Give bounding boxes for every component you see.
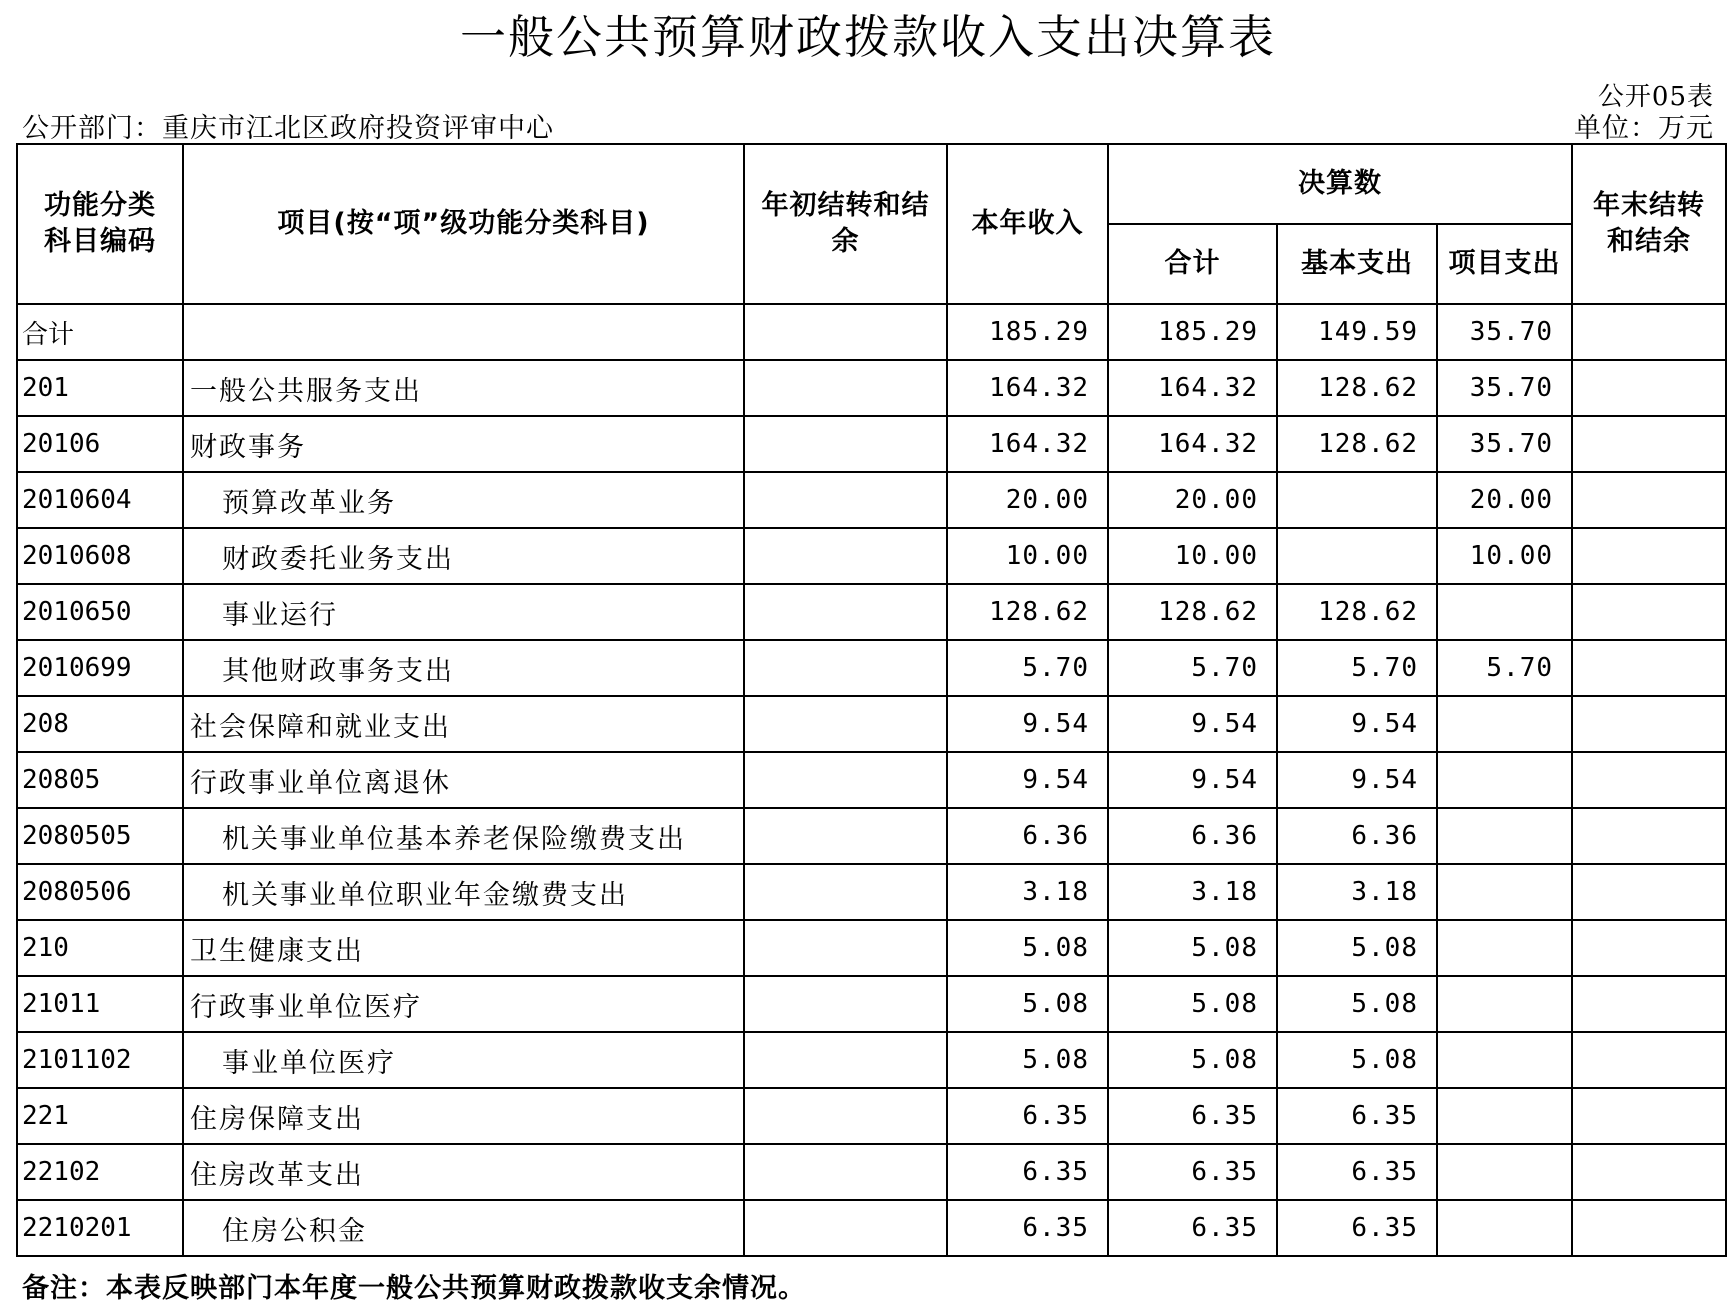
cell-end-balance — [1572, 416, 1726, 472]
cell-basic: 6.35 — [1277, 1088, 1437, 1144]
cell-project — [1437, 920, 1572, 976]
cell-total: 6.35 — [1108, 1200, 1277, 1256]
cell-code: 201 — [17, 360, 183, 416]
cell-code: 20106 — [17, 416, 183, 472]
cell-project: 10.00 — [1437, 528, 1572, 584]
cell-project — [1437, 584, 1572, 640]
header-code: 功能分类科目编码 — [17, 144, 183, 304]
cell-item-name: 住房公积金 — [183, 1200, 744, 1256]
table-row — [17, 752, 1726, 808]
cell-total: 6.35 — [1108, 1144, 1277, 1200]
cell-income: 6.35 — [947, 1200, 1108, 1256]
cell-end-balance — [1572, 640, 1726, 696]
header-final-group: 决算数 — [1108, 144, 1572, 224]
table-row — [17, 808, 1726, 864]
cell-item-name: 财政委托业务支出 — [183, 528, 744, 584]
cell-total: 164.32 — [1108, 360, 1277, 416]
table-row — [17, 976, 1726, 1032]
header-end-balance: 年末结转和结余 — [1572, 144, 1726, 304]
cell-code: 2080505 — [17, 808, 183, 864]
cell-item-name: 住房改革支出 — [183, 1144, 744, 1200]
cell-income: 10.00 — [947, 528, 1108, 584]
cell-income: 9.54 — [947, 752, 1108, 808]
cell-project — [1437, 1088, 1572, 1144]
cell-basic: 5.08 — [1277, 976, 1437, 1032]
cell-begin-balance — [744, 472, 947, 528]
cell-item-name: 财政事务 — [183, 416, 744, 472]
cell-income: 5.08 — [947, 976, 1108, 1032]
table-row — [17, 360, 1726, 416]
cell-total: 5.08 — [1108, 920, 1277, 976]
table-body — [17, 304, 1726, 1256]
cell-code: 合计 — [17, 304, 183, 360]
cell-total: 6.35 — [1108, 1088, 1277, 1144]
cell-item-name: 社会保障和就业支出 — [183, 696, 744, 752]
header-project: 项目支出 — [1437, 224, 1572, 304]
cell-begin-balance — [744, 584, 947, 640]
cell-code: 2210201 — [17, 1200, 183, 1256]
cell-income: 128.62 — [947, 584, 1108, 640]
cell-total: 5.70 — [1108, 640, 1277, 696]
cell-basic — [1277, 528, 1437, 584]
cell-begin-balance — [744, 360, 947, 416]
cell-end-balance — [1572, 1032, 1726, 1088]
cell-begin-balance — [744, 1200, 947, 1256]
cell-end-balance — [1572, 472, 1726, 528]
cell-code: 2010608 — [17, 528, 183, 584]
cell-code: 210 — [17, 920, 183, 976]
cell-begin-balance — [744, 528, 947, 584]
cell-income: 20.00 — [947, 472, 1108, 528]
cell-end-balance — [1572, 1200, 1726, 1256]
cell-basic: 149.59 — [1277, 304, 1437, 360]
cell-item-name: 事业运行 — [183, 584, 744, 640]
cell-basic: 6.36 — [1277, 808, 1437, 864]
cell-end-balance — [1572, 808, 1726, 864]
cell-begin-balance — [744, 416, 947, 472]
cell-income: 3.18 — [947, 864, 1108, 920]
cell-begin-balance — [744, 752, 947, 808]
cell-code: 221 — [17, 1088, 183, 1144]
header-item: 项目(按“项”级功能分类科目) — [183, 144, 744, 304]
cell-code: 22102 — [17, 1144, 183, 1200]
cell-total: 3.18 — [1108, 864, 1277, 920]
cell-basic: 128.62 — [1277, 360, 1437, 416]
form-number: 公开05表 — [1597, 82, 1714, 112]
cell-total: 6.36 — [1108, 808, 1277, 864]
cell-project — [1437, 864, 1572, 920]
cell-total: 5.08 — [1108, 976, 1277, 1032]
table-row — [17, 696, 1726, 752]
cell-end-balance — [1572, 304, 1726, 360]
final-accounts-table — [16, 143, 1727, 1257]
cell-code: 208 — [17, 696, 183, 752]
table-row — [17, 1144, 1726, 1200]
cell-project — [1437, 808, 1572, 864]
cell-item-name: 机关事业单位职业年金缴费支出 — [183, 864, 744, 920]
cell-item-name: 预算改革业务 — [183, 472, 744, 528]
cell-total: 9.54 — [1108, 752, 1277, 808]
cell-end-balance — [1572, 360, 1726, 416]
cell-basic: 9.54 — [1277, 696, 1437, 752]
cell-project: 5.70 — [1437, 640, 1572, 696]
cell-begin-balance — [744, 304, 947, 360]
cell-basic: 6.35 — [1277, 1200, 1437, 1256]
cell-begin-balance — [744, 808, 947, 864]
cell-end-balance — [1572, 528, 1726, 584]
cell-code: 2010604 — [17, 472, 183, 528]
cell-income: 5.08 — [947, 920, 1108, 976]
cell-code: 21011 — [17, 976, 183, 1032]
cell-item-name: 事业单位医疗 — [183, 1032, 744, 1088]
footnote: 备注：本表反映部门本年度一般公共预算财政拨款收支余情况。 — [22, 1273, 806, 1304]
cell-item-name: 行政事业单位医疗 — [183, 976, 744, 1032]
table-row — [17, 584, 1726, 640]
cell-begin-balance — [744, 696, 947, 752]
cell-begin-balance — [744, 1088, 947, 1144]
cell-item-name: 住房保障支出 — [183, 1088, 744, 1144]
cell-project: 35.70 — [1437, 304, 1572, 360]
table-row — [17, 640, 1726, 696]
cell-code: 2101102 — [17, 1032, 183, 1088]
cell-item-name: 其他财政事务支出 — [183, 640, 744, 696]
cell-income: 9.54 — [947, 696, 1108, 752]
table-row — [17, 416, 1726, 472]
cell-project — [1437, 1144, 1572, 1200]
cell-income: 6.36 — [947, 808, 1108, 864]
cell-total: 164.32 — [1108, 416, 1277, 472]
cell-total: 128.62 — [1108, 584, 1277, 640]
cell-project — [1437, 696, 1572, 752]
cell-begin-balance — [744, 1032, 947, 1088]
cell-item-name: 行政事业单位离退休 — [183, 752, 744, 808]
cell-end-balance — [1572, 1144, 1726, 1200]
cell-project — [1437, 752, 1572, 808]
header-income: 本年收入 — [947, 144, 1108, 304]
cell-basic: 128.62 — [1277, 416, 1437, 472]
cell-project — [1437, 1032, 1572, 1088]
cell-end-balance — [1572, 696, 1726, 752]
cell-end-balance — [1572, 864, 1726, 920]
cell-end-balance — [1572, 752, 1726, 808]
cell-code: 2010699 — [17, 640, 183, 696]
table-row — [17, 304, 1726, 360]
cell-begin-balance — [744, 1144, 947, 1200]
cell-project — [1437, 976, 1572, 1032]
cell-begin-balance — [744, 640, 947, 696]
cell-end-balance — [1572, 976, 1726, 1032]
cell-basic: 3.18 — [1277, 864, 1437, 920]
cell-begin-balance — [744, 976, 947, 1032]
cell-basic — [1277, 472, 1437, 528]
unit-label: 单位：万元 — [1574, 113, 1714, 144]
page-title: 一般公共预算财政拨款收入支出决算表 — [460, 10, 1276, 64]
cell-total: 5.08 — [1108, 1032, 1277, 1088]
cell-begin-balance — [744, 864, 947, 920]
cell-project: 20.00 — [1437, 472, 1572, 528]
cell-code: 2080506 — [17, 864, 183, 920]
cell-project: 35.70 — [1437, 416, 1572, 472]
cell-item-name: 机关事业单位基本养老保险缴费支出 — [183, 808, 744, 864]
cell-basic: 9.54 — [1277, 752, 1437, 808]
cell-basic: 6.35 — [1277, 1144, 1437, 1200]
cell-item-name: 一般公共服务支出 — [183, 360, 744, 416]
cell-basic: 5.70 — [1277, 640, 1437, 696]
cell-total: 9.54 — [1108, 696, 1277, 752]
table-row — [17, 528, 1726, 584]
header-basic: 基本支出 — [1277, 224, 1437, 304]
cell-basic: 5.08 — [1277, 920, 1437, 976]
table-row — [17, 1032, 1726, 1088]
cell-code: 2010650 — [17, 584, 183, 640]
cell-begin-balance — [744, 920, 947, 976]
table-row — [17, 1088, 1726, 1144]
cell-end-balance — [1572, 1088, 1726, 1144]
cell-income: 6.35 — [947, 1144, 1108, 1200]
table-row — [17, 472, 1726, 528]
cell-item-name — [183, 304, 744, 360]
cell-end-balance — [1572, 584, 1726, 640]
cell-income: 6.35 — [947, 1088, 1108, 1144]
header-begin-balance: 年初结转和结余 — [744, 144, 947, 304]
cell-item-name: 卫生健康支出 — [183, 920, 744, 976]
table-row — [17, 1200, 1726, 1256]
cell-project: 35.70 — [1437, 360, 1572, 416]
cell-project — [1437, 1200, 1572, 1256]
header-total: 合计 — [1108, 224, 1277, 304]
cell-basic: 5.08 — [1277, 1032, 1437, 1088]
cell-basic: 128.62 — [1277, 584, 1437, 640]
cell-income: 5.08 — [947, 1032, 1108, 1088]
cell-income: 164.32 — [947, 416, 1108, 472]
cell-income: 185.29 — [947, 304, 1108, 360]
cell-code: 20805 — [17, 752, 183, 808]
cell-total: 10.00 — [1108, 528, 1277, 584]
cell-income: 5.70 — [947, 640, 1108, 696]
cell-end-balance — [1572, 920, 1726, 976]
table-row — [17, 864, 1726, 920]
cell-income: 164.32 — [947, 360, 1108, 416]
cell-total: 20.00 — [1108, 472, 1277, 528]
cell-total: 185.29 — [1108, 304, 1277, 360]
table-row — [17, 920, 1726, 976]
department-label: 公开部门：重庆市江北区政府投资评审中心 — [22, 113, 554, 144]
